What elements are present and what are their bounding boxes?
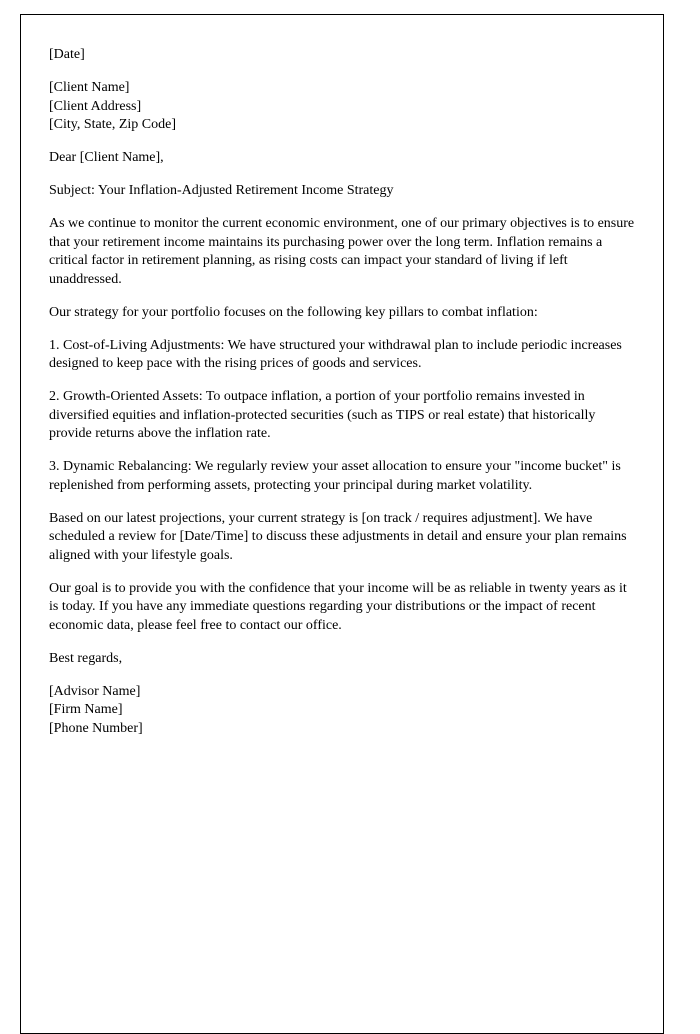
body-paragraph-text: Our strategy for your portfolio focuses on the following key pillars to combat inflation: <box>49 304 538 320</box>
salutation-block <box>49 149 635 168</box>
closing-block <box>49 650 635 669</box>
date-line-block <box>49 46 635 65</box>
closing: Best regards, <box>49 650 123 666</box>
recipient-block <box>49 79 635 135</box>
body-paragraph <box>49 580 635 636</box>
body-paragraph <box>49 215 635 289</box>
signature-line: [Phone Number] <box>49 720 143 736</box>
body-paragraph-text: 2. Growth-Oriented Assets: To outpace inflation, a portion of your portfolio remains invested in diversified equities and inflation-protected securities (such as TIPS or real estate) that historically provide returns above the inflation rate. <box>49 389 596 441</box>
subject-block <box>49 182 635 201</box>
letter-content <box>21 15 663 793</box>
salutation: Dear [Client Name], <box>49 150 164 165</box>
body-paragraph-text: Based on our latest projections, your current strategy is [on track / requires adjustment]. We have scheduled a review for [Date/Time] to discuss these adjustments in detail and ensure your plan remains aligned with your lifestyle goals. <box>49 510 627 563</box>
date-line: [Date] <box>49 47 85 62</box>
body-paragraph <box>49 458 635 495</box>
signature-line: [Firm Name] <box>49 702 123 717</box>
body-paragraph-text: As we continue to monitor the current economic environment, one of our primary objectives is to ensure that your retirement income maintains its purchasing power over the long term. Inflation remains a critical factor in retirement planning, as rising costs can impact your standard of living if left unaddressed. <box>49 216 635 287</box>
body-paragraph <box>49 510 635 566</box>
signature-line: [Advisor Name] <box>49 683 141 699</box>
body-paragraph-text: 1. Cost-of-Living Adjustments: We have structured your withdrawal plan to include periodic increases designed to keep pace with the rising prices of goods and services. <box>49 337 622 371</box>
recipient-line: [City, State, Zip Code] <box>49 117 177 132</box>
letter-frame <box>20 14 664 1034</box>
recipient-line: [Client Address] <box>49 98 142 114</box>
body-paragraph <box>49 337 635 374</box>
recipient-line: [Client Name] <box>49 80 130 95</box>
signature-block <box>49 683 635 739</box>
body-paragraph-text: Our goal is to provide you with the confidence that your income will be as reliable in twenty years as it is today. If you have any immediate questions regarding your distributions or the impact of recent economic data, please feel free to contact our office. <box>49 580 627 633</box>
body-paragraph <box>49 388 635 444</box>
subject-line: Subject: Your Inflation-Adjusted Retirement Income Strategy <box>49 183 394 198</box>
body-paragraph-text: 3. Dynamic Rebalancing: We regularly review your asset allocation to ensure your "income bucket" is replenished from performing assets, protecting your principal during market volatility. <box>49 459 621 493</box>
body-paragraph <box>49 304 635 323</box>
